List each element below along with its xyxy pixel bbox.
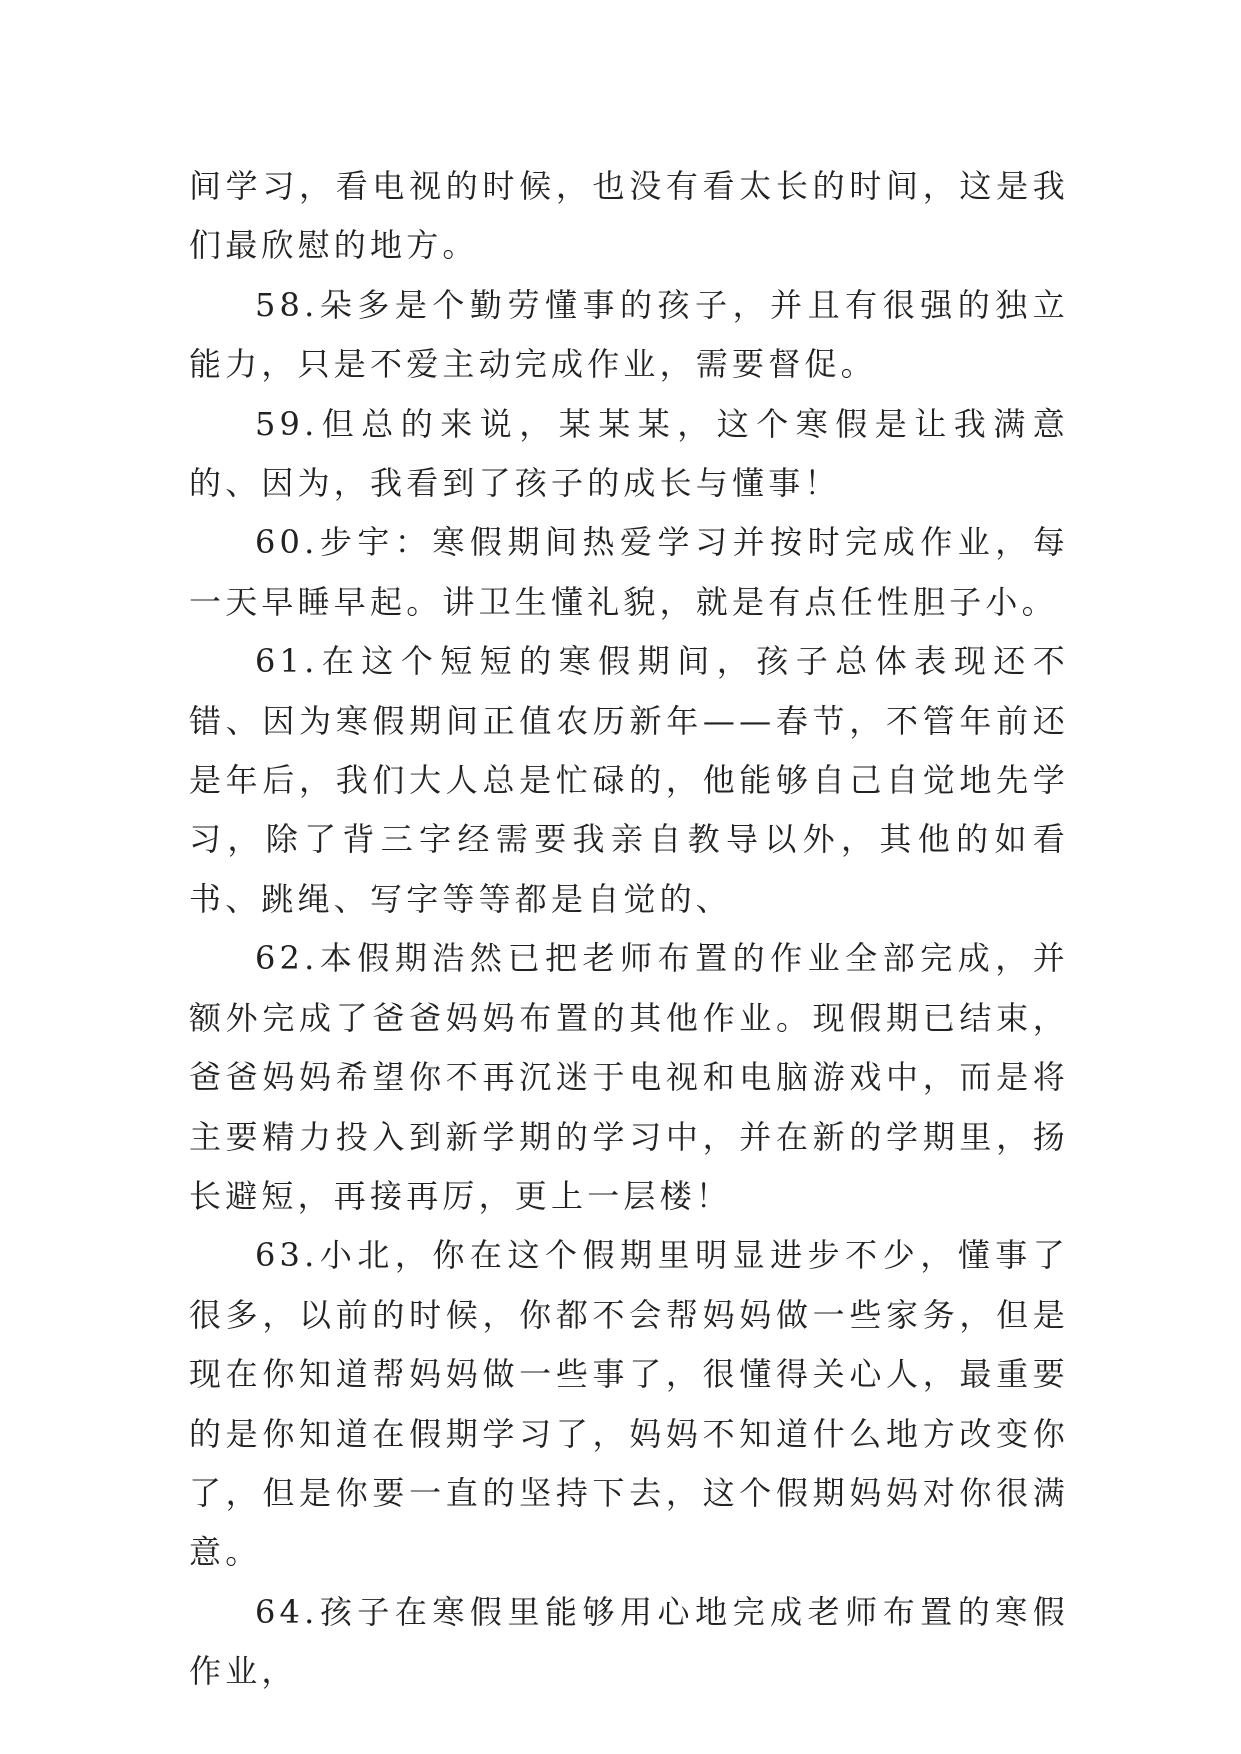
paragraph-62: 62.本假期浩然已把老师布置的作业全部完成，并额外完成了爸爸妈妈布置的其他作业。现假期已结束，爸爸妈妈希望你不再沉迷于电视和电脑游戏中，而是将主要精力投入到新学期的学习中，并在新的学期里，扬长避短，再接再厉，更上一层楼！ [189,939,1069,1215]
paragraph-continuation: 间学习，看电视的时候，也没有看太长的时间，这是我们最欣慰的地方。 [189,167,1069,265]
paragraph-61: 61.在这个短短的寒假期间，孩子总体表现还不错、因为寒假期间正值农历新年——春节，不管年前还是年后，我们大人总是忙碌的，他能够自己自觉地先学习，除了背三字经需要我亲自教导以外，其他的如看书、跳绳、写字等等都是自觉的、 [189,642,1069,918]
document-body [189,157,1069,1702]
paragraph-63: 63.小北，你在这个假期里明显进步不少，懂事了很多，以前的时候，你都不会帮妈妈做一些家务，但是现在你知道帮妈妈做一些事了，很懂得关心人，最重要的是你知道在假期学习了，妈妈不知道什么地方改变你了，但是你要一直的坚持下去，这个假期妈妈对你很满意。 [189,1236,1069,1572]
paragraph-59: 59.但总的来说，某某某，这个寒假是让我满意的、因为，我看到了孩子的成长与懂事！ [189,404,1069,503]
paragraph-64: 64.孩子在寒假里能够用心地完成老师布置的寒假作业， [189,1592,1069,1691]
paragraph-60: 60.步宇：寒假期间热爱学习并按时完成作业，每一天早睡早起。讲卫生懂礼貌，就是有点任性胆子小。 [189,523,1069,621]
paragraph-58: 58.朵多是个勤劳懂事的孩子，并且有很强的独立能力，只是不爱主动完成作业，需要督促。 [189,285,1069,384]
